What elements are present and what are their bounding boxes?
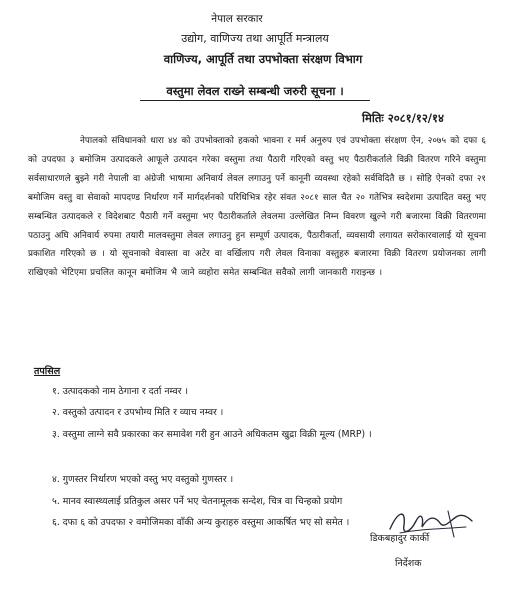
header-department: वाणिज्य, आपूर्ति तथा उपभोक्ता संरक्षण विभाग: [163, 52, 363, 66]
header-ministry: उद्योग, वाणिज्य तथा आपूर्ति मन्त्रालय: [181, 32, 329, 45]
signatory-title: निर्देशक: [395, 558, 422, 569]
list-item: २. वस्तुको उत्पादन र उपभोग्य मिति र व्याच नम्वर ।: [52, 407, 224, 418]
signatory-name: डिकबहादुर कार्की: [370, 533, 430, 544]
notice-date: मितिः २०८१/१२/१४: [362, 111, 444, 125]
list-item: ५. मानव स्वास्थ्यलाई प्रतिकुल असर पर्ने भए चेतनामूलक सन्देश, चित्र वा चिन्हको प्रयोग: [52, 496, 343, 507]
list-item: ६. दफा ६ को उपदफा २ वमोजिमका वाँकी अन्य कुराहरु वस्तुमा आकर्षित भए सो समेत ।: [52, 517, 350, 528]
header-government: नेपाल सरकार: [211, 13, 263, 25]
list-item: १. उत्पादकको नाम ठेगाना र दर्ता नम्वर ।: [52, 386, 188, 397]
list-item: ४. गुणस्तर निर्धारण भएको वस्तु भए वस्तुको गुणस्तर ।: [52, 474, 234, 485]
list-item: ३. वस्तुमा लाग्ने सवै प्रकारका कर समावेश गरी हुन आउने अधिकतम खुद्रा विक्री मूल्य (MRP) ।: [52, 429, 372, 440]
details-heading: तपसिल: [34, 366, 61, 377]
notice-subject: वस्तुमा लेवल राख्ने सम्बन्धी जरुरी सूचना ।: [140, 84, 370, 101]
notice-body: नेपालको संविधानको धारा ४४ को उपभोक्ताको हकको भावना र मर्म अनुरुप एवं उपभोक्ता संरक्षण ऐन, २०७५ को दफा ६ को उपदफा ३ बमोजिम उत्पादकले आफूले उत्पादन गरेका वस्तुमा तथा पैठारी गरिएको वस्तु भए पैठारीकर्ताले विक्री वितरण गरिने वस्तुमा सर्वसाधारणले बुझ्ने गरी नेपाली वा अंग्रेजी भाषामा अनिवार्य लेवल लगाउनु पर्ने कानूनी व्यवस्था रहेको सर्वविदितै छ । सोहि ऐनको दफा २१ बमोजिम वस्तु वा सेवाको मापदण्ड निर्धारण गर्ने मार्गदर्शनको परिधिभित्र रहेर संवत २०८१ साल चैत २० गतेभित्र स्वदेशमा उत्पादित वस्तु भए सम्बन्धित उत्पादकले र विदेशबाट पैठारी गर्ने वस्तुमा भए पैठारीकर्ताले लेवलमा उल्लेखित निम्न विवरण खुल्ने गरी बजारमा विक्री वितरणमा पठाउनु अघि अनिवार्य रुपमा तयारी मालवस्तुमा लेवल लगाउनु हुन सम्पूर्ण उत्पादक, पैठारीकर्ता, व्यवसायी लगायत सरोकारवालाई यो सूचना प्रकाशित गरिएको छ । यो सूचनाको वेवास्ता वा अटेर वा वर्खिलाप गरी लेवल विनाका वस्तुहरु बजारमा विक्री वितरण प्रयोजनका लागी राखिएको भेटिएमा प्रचलित कानून बमोजिम भै जाने व्यहोरा समेत सम्बन्धित सवैको लागी जानकारी गराइन्छ ।: [28, 136, 486, 279]
